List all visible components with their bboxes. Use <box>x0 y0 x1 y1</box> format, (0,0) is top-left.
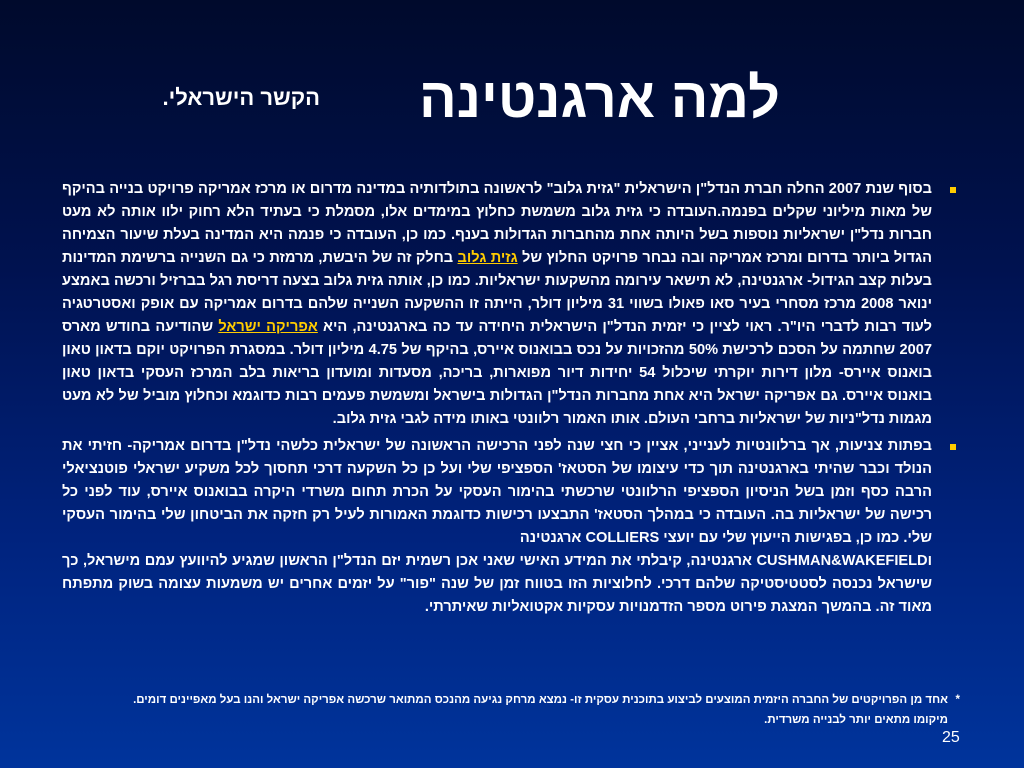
paragraph-text: בסוף שנת 2007 החלה חברת הנדל"ן הישראלית "גזית גלוב" לראשונה בתולדותיה במדינה מדרום או מרכז אמריקה פרויקט בנייה בהיקף של מאות מיליוני שקלים בפנמה.העובדה כי גזית גלוב משמשת כחלוץ במימדים אלו, מסמלת כי בעתיד הלא רחוק ילוו אותה לא מעט חברות נדל"ן ישראליות נוספות בשל היותה אחת מהחברות הגדולות בענף. כמו כן, העובדה כי פנמה היא המדינה בעלת שיעור הצמיחה הגדול ביותר בדרום ומרכז אמריקה ובה נבחר פרויקט החלוץ של <box>62 181 932 266</box>
paragraph-text: שהודיעה בחודש מארס 2007 שחתמה על הסכם לרכישת 50% מהזכויות על נכס בבואנוס איירס, בהיקף של 4.75 מיליון דולר. במסגרת הפרויקט יוקם בדאון טאון בואנוס איירס- מלון דירות יוקרתי שיכלול 54 יחידות דיור מפוארות, בריכה, מסעדות ומועדון בריאות בלב המרכז העסקי בדאון טאון בואנוס איירס. גם אפריקה ישראל היא אחת מחברות הנדל"ן הגדולות בישראל ומשמשת פעמים רבות כדוגמא וכחלוץ מוביל של לא מעט מגמות נדל"ניות של ישראליות ברחבי העולם. אותו האמור רלוונטי באותו מידה לגבי גזית גלוב. <box>62 319 932 427</box>
slide-subtitle: הקשר הישראלי. <box>162 85 320 110</box>
footnote-text: אחד מן הפרויקטים של החברה היזמית המוצעים לביצוע בתוכנית עסקית זו- נמצא מרחק נגיעה מהנכס המתואר שרכשה אפריקה ישראל והנו בעל מאפיינים דומים. מיקומו מתאים יותר לבנייה משרדית. <box>133 694 948 726</box>
bullet-icon <box>950 444 956 450</box>
footnote <box>100 690 960 730</box>
paragraph-pioneer <box>62 435 952 619</box>
paragraph-text: בחלק זה של היבשת, מרמזת כי גם השנייה ברשימת המדינות בעלות קצב הגידול- ארגנטינה, לא תישאר עירומה מהשקעות ישראליות. כמו כן, אותה גזית גלוב בצעה דריסת רגל בברזיל ורכשה באמצע ינואר 2008 מרכז מסחרי בעיר סאו פאולו בשווי 31 מיליון דולר, הייתה זו ההשקעה השנייה שלהם בדרום אמריקה עם אופק ואסטרטגיה לעוד רבות לדברי היו"ר. ראוי לציין כי יזמית הנדל"ן הישראלית היחידה עד כה בארגנטינה, היא <box>62 250 933 335</box>
link-gazit-globe[interactable]: גזית גלוב <box>457 250 518 266</box>
slide-body <box>62 178 952 623</box>
link-africa-israel[interactable]: אפריקה ישראל <box>218 319 318 335</box>
bullet-icon <box>950 187 956 193</box>
page-number: 25 <box>942 729 960 746</box>
title-row <box>120 58 800 138</box>
slide-title: למה ארגנטינה <box>418 66 780 129</box>
paragraph-text: וCUSHMAN&WAKEFIELD ארגנטינה, קיבלתי את המידע האישי שאני אכן רשמית יזם הנדל"ן הראשון שמגיע להיוועץ עמם מישראל, כך שישראל נכנסה לסטטיסטיקה שלהם דרכי. לחלוציות הזו בטווח זמן של שנה "פור" על יזמים אחרים יש משמעות עצומה בשוק מתפתח מאוד זה. בהמשך המצגת פירוט מספר הזדמנויות עסקיות אקטואליות שאיתרתי. <box>62 553 932 615</box>
paragraph-text: בפתות צניעות, אך ברלוונטיות לענייני, אציין כי חצי שנה לפני הרכישה הראשונה של ישראלית כלשהי נדל"ן בדרום אמריקה- חזיתי את הנולד וכבר שהיתי בארגנטינה תוך כדי עיצומו של הסטאז' הספציפי שלי ועל כן כל השקעה דרכי תחסוך לכל משקיע ישראלי פוטנציאלי הרבה כסף וזמן בשל הניסיון הספציפי הרלוונטי שרכשתי בהימור העסקי על הכרת תחום משרדי היקרה בבואנוס איירס, עוד לפני כל רכישה של ישראליות בה. העובדה כי במהלך הסטאז' התבצעו רכישות כדוגמת האמורות לעיל רק חזקה את הביטחון שלי בהימור העסקי שלי. כמו כן, בפגישות הייעוץ שלי עם יועצי COLLIERS ארגנטינה <box>62 438 932 546</box>
paragraph-gazit <box>62 178 952 431</box>
footnote-mark: * <box>955 694 960 706</box>
